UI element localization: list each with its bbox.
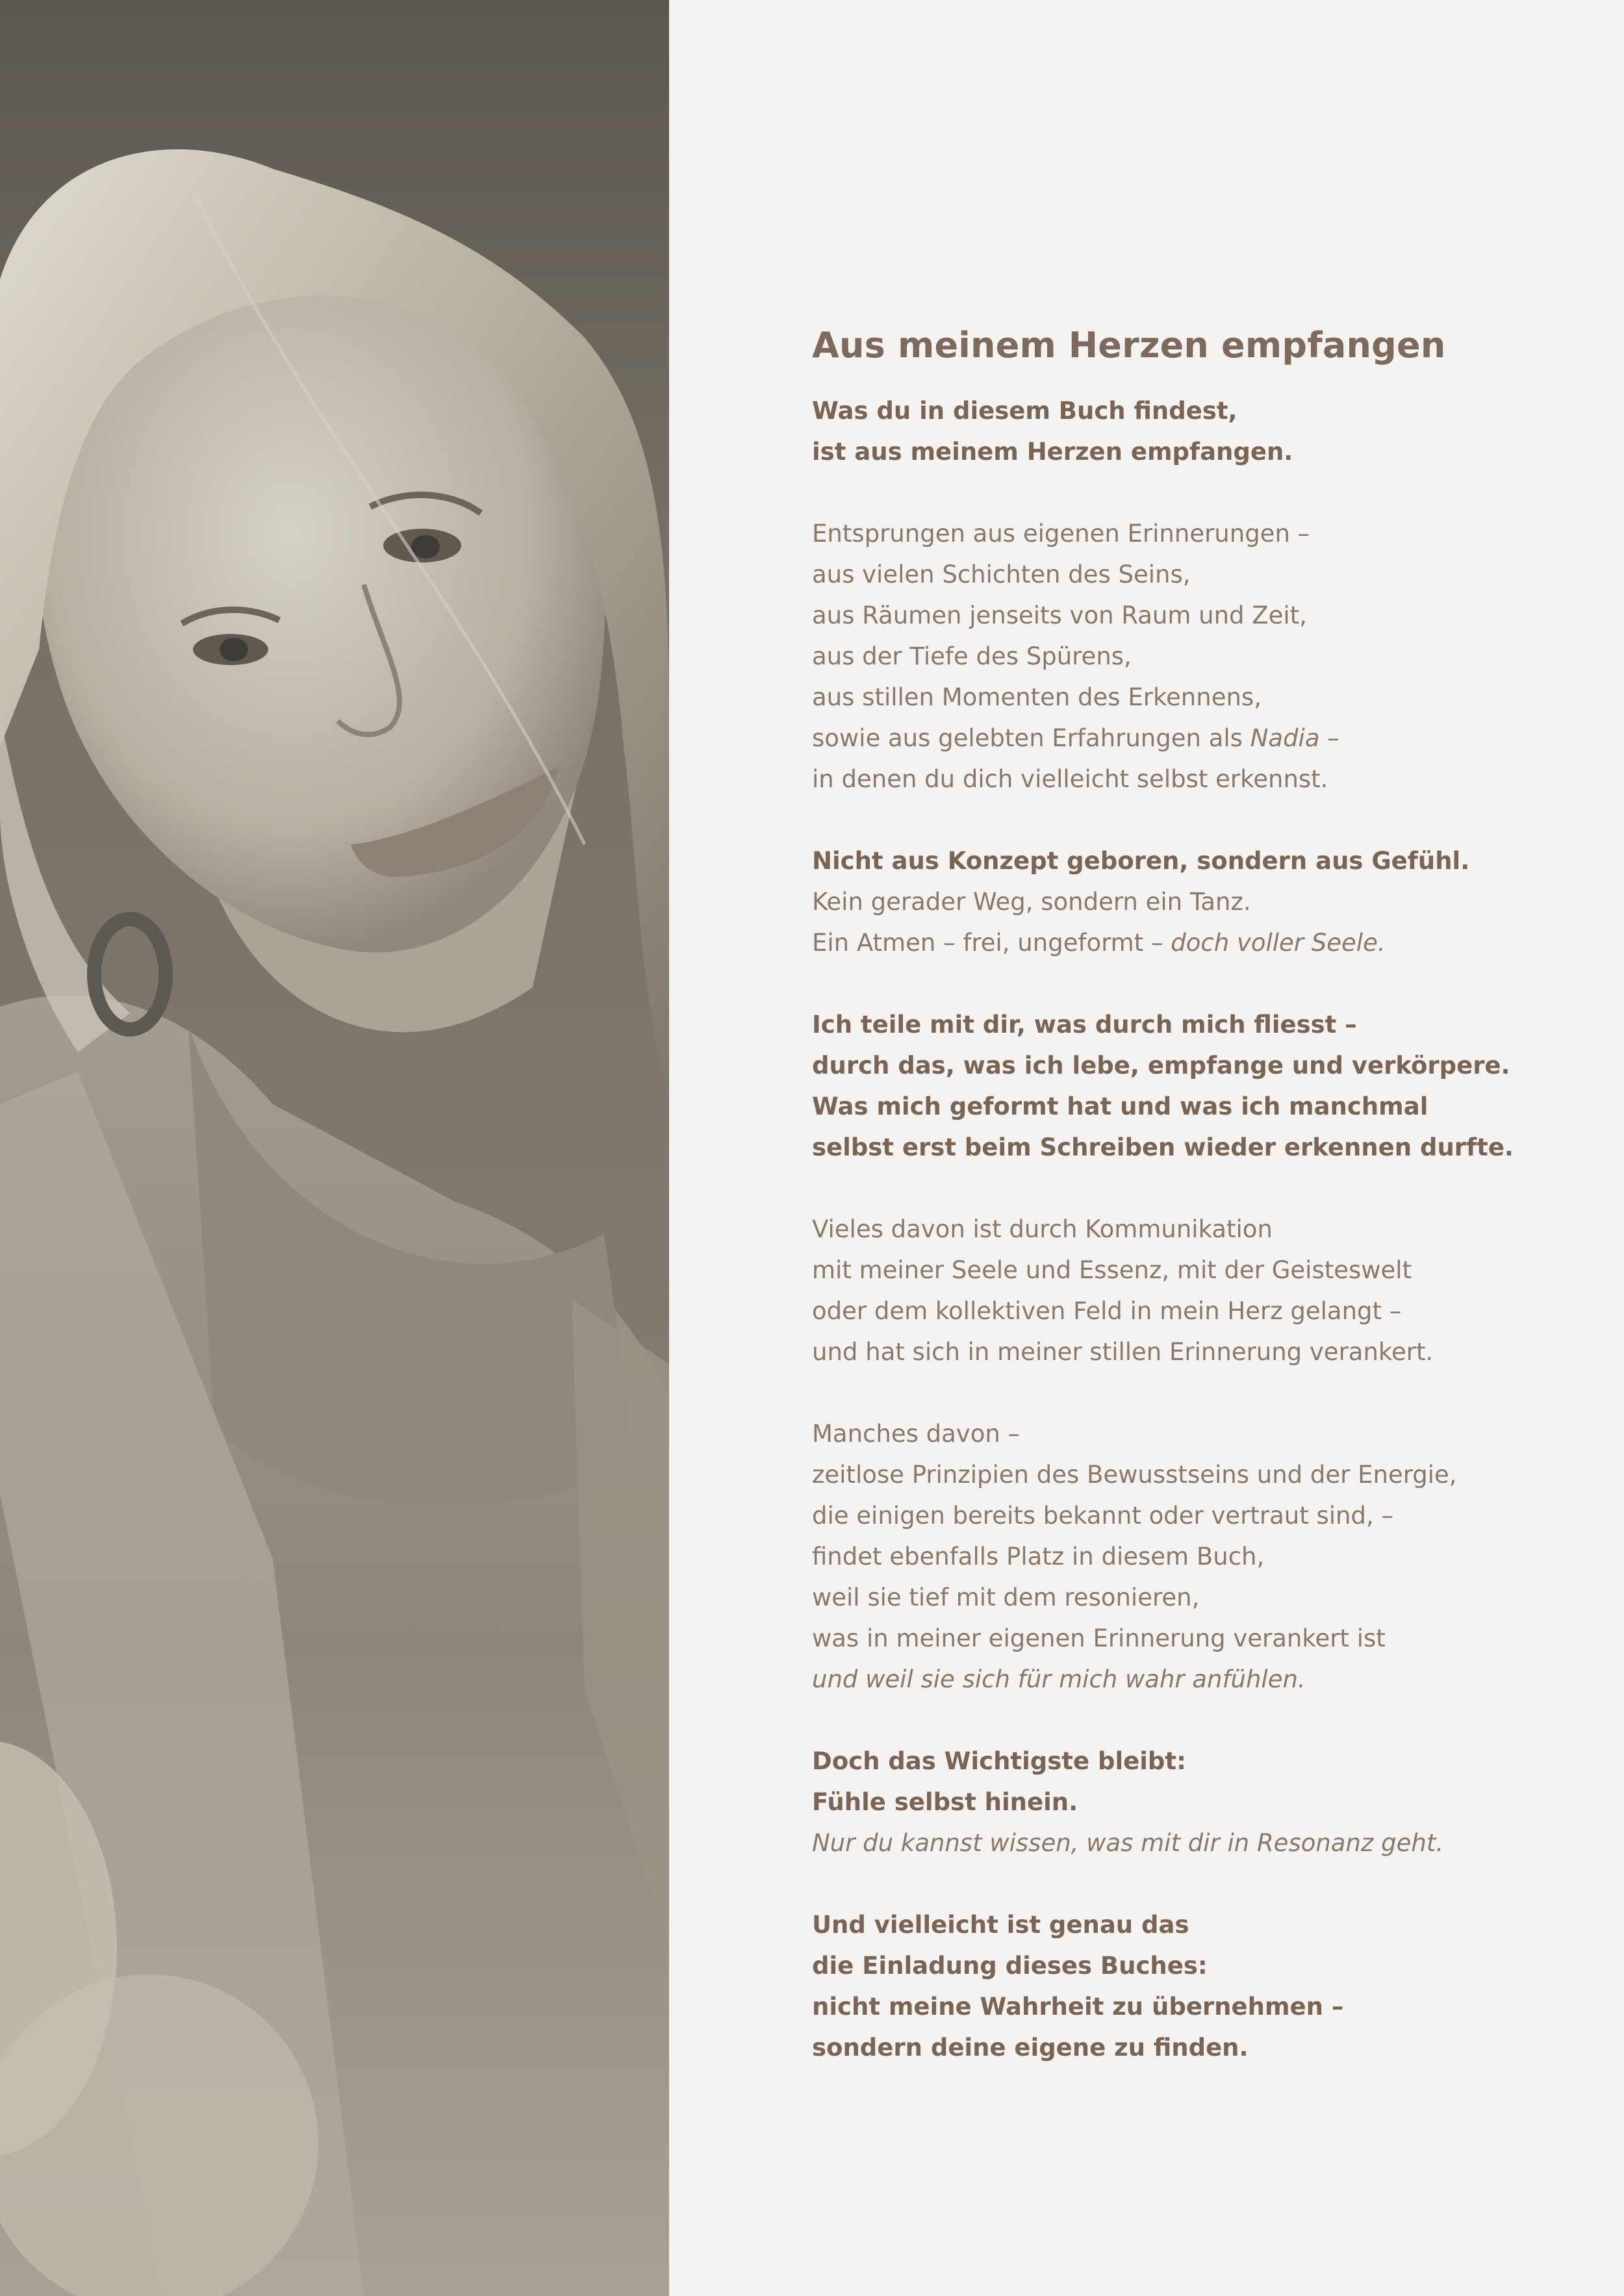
text-line: Manches davon – <box>812 1419 1021 1448</box>
text-line <box>812 922 1553 963</box>
portrait-photo <box>0 0 669 2296</box>
text-line: Kein gerader Weg, sondern ein Tanz. <box>812 887 1251 916</box>
text-line: die einigen bereits bekannt oder vertraut sind, – <box>812 1501 1393 1530</box>
text-line: Vieles davon ist durch Kommunikation <box>812 1215 1273 1243</box>
text-line: Was mich geformt hat und was ich manchmal <box>812 1092 1428 1120</box>
text-line: oder dem kollektiven Feld in mein Herz gelangt – <box>812 1296 1402 1325</box>
text-line: nicht meine Wahrheit zu übernehmen – <box>812 1992 1344 2021</box>
name-emphasis: Nadia <box>1250 724 1320 752</box>
text-line: Was du in diesem Buch findest, <box>812 396 1237 425</box>
text-line: die Einladung dieses Buches: <box>812 1951 1208 1980</box>
text-line: in denen du dich vielleicht selbst erkennst. <box>812 764 1328 793</box>
text-column <box>812 325 1553 2109</box>
stanza-feeling <box>812 840 1553 963</box>
stanza-origins <box>812 513 1553 800</box>
text-line: und weil sie sich für mich wahr anfühlen. <box>812 1665 1306 1693</box>
page-title: Aus meinem Herzen empfangen <box>812 325 1446 366</box>
text-line: Nicht aus Konzept geboren, sondern aus Gefühl. <box>812 846 1470 875</box>
text-line: aus der Tiefe des Spürens, <box>812 642 1132 670</box>
text-line: selbst erst beim Schreiben wieder erkennen durfte. <box>812 1133 1514 1161</box>
text-line: zeitlose Prinzipien des Bewusstseins und der Energie, <box>812 1460 1457 1489</box>
text-line: Doch das Wichtigste bleibt: <box>812 1747 1186 1775</box>
text-line: sondern deine eigene zu finden. <box>812 2033 1249 2062</box>
text-line <box>812 718 1553 759</box>
stanza-principles <box>812 1413 1553 1700</box>
text-line: ist aus meinem Herzen empfangen. <box>812 437 1293 466</box>
stanza-intro <box>812 390 1553 472</box>
text-fragment: sowie aus gelebten Erfahrungen als <box>812 724 1250 752</box>
text-line: findet ebenfalls Platz in diesem Buch, <box>812 1542 1265 1571</box>
text-line: mit meiner Seele und Essenz, mit der Geisteswelt <box>812 1255 1412 1284</box>
text-fragment: Ein Atmen – frei, ungeformt – <box>812 928 1171 957</box>
portrait-photo-icon <box>0 0 669 2296</box>
text-line: Entsprungen aus eigenen Erinnerungen – <box>812 519 1310 548</box>
text-line: aus stillen Momenten des Erkennens, <box>812 683 1262 711</box>
text-line: was in meiner eigenen Erinnerung verankert ist <box>812 1624 1386 1652</box>
stanza-important <box>812 1741 1553 1863</box>
text-line: Fühle selbst hinein. <box>812 1787 1078 1816</box>
stanza-sharing <box>812 1004 1553 1168</box>
text-line: Nur du kannst wissen, was mit dir in Resonanz geht. <box>812 1828 1444 1857</box>
text-line: aus Räumen jenseits von Raum und Zeit, <box>812 601 1307 629</box>
text-fragment: – <box>1319 724 1339 752</box>
text-emphasis: doch voller Seele. <box>1171 928 1386 957</box>
text-line: Ich teile mit dir, was durch mich fliesst – <box>812 1010 1357 1039</box>
text-line: durch das, was ich lebe, empfange und verkörpere. <box>812 1051 1510 1079</box>
text-line: weil sie tief mit dem resonieren, <box>812 1583 1200 1611</box>
text-line: aus vielen Schichten des Seins, <box>812 560 1191 588</box>
stanza-communication <box>812 1209 1553 1372</box>
text-line: Und vielleicht ist genau das <box>812 1910 1189 1939</box>
text-line: und hat sich in meiner stillen Erinnerung verankert. <box>812 1337 1434 1366</box>
stanza-invitation <box>812 1904 1553 2068</box>
